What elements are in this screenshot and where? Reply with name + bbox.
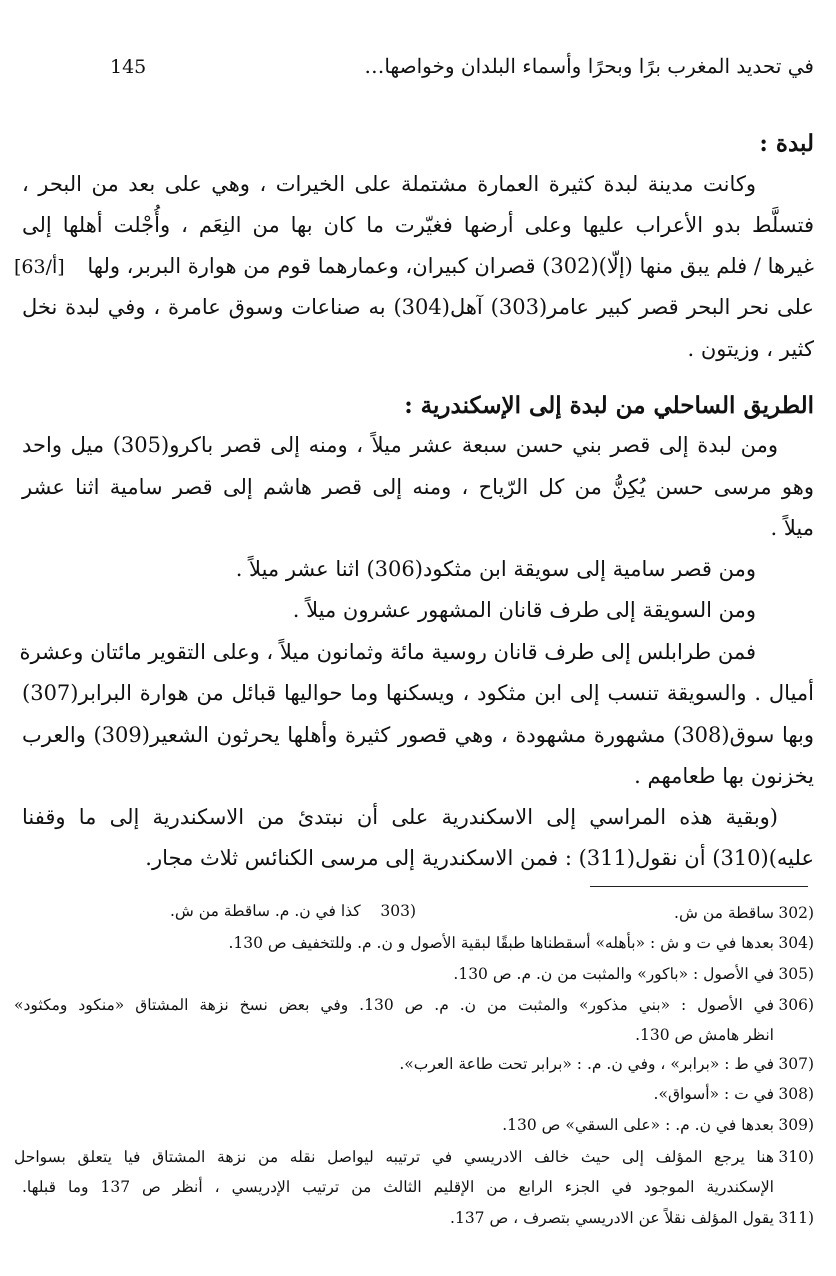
footnote-310-continuation: الإسكندرية الموجود في الجزء الرابع من الإقليم الثالث من ترتيب الإدريسي ، أنظر ص 137 وما قبلها. [22,1178,774,1196]
body-line-5: كثير ، وزيتون . [687,337,814,361]
page-header [110,54,814,94]
footnote-number: 303) [380,902,416,920]
footnote-number: 307) [778,1055,814,1073]
body-line-2: فتسلَّط بدو الأعراب عليها وعلى أرضها فغيّرت ما كان بها من النِعَم ، وأُجْلت أهلها إلى [22,213,814,237]
footnote-text: كذا في ن. م. ساقطة من ش. [170,902,361,920]
footnote-310 [14,1148,814,1170]
footnote-number: 302) [778,904,814,922]
footnote-text: بعدها في ت و ش : «بأهله» أسقطناها طبقًا لبقية الأصول و ن. م. وللتخفيف ص 130. [228,934,774,952]
footnote-number: 309) [778,1116,814,1134]
page-number: 145 [110,56,147,78]
body-line-1: وكانت مدينة لبدة كثيرة العمارة مشتملة على الخيرات ، وهي على بعد من البحر ، [22,172,756,196]
footnote-306 [14,996,814,1018]
footnote-text: هنا يرجع المؤلف إلى حيث خالف الادريسي في ترتيبه ليواصل نقله من نزهة المشتاق فيا يتعلق بسواحل [14,1148,774,1166]
body-line-6: ومن لبدة إلى قصر بني حسن سبعة عشر ميلاً ، ومنه إلى قصر باكرو(305) ميل واحد [22,433,778,457]
footnote-306-continuation: انظر هامش ص 130. [635,1026,774,1044]
footnote-text: ساقطة من ش. [674,904,774,922]
footnote-number: 310) [778,1148,814,1166]
running-head: في تحديد المغرب برًا وبحرًا وأسماء البلدان وخواصها… [364,54,814,78]
footnote-divider [590,886,808,887]
body-line-3: غيرها / فلم يبق منها (إلّا)(302) قصران كبيران، وعمارهما قوم من هوارة البربر، ولها [87,254,814,278]
body-line-12: أميال . والسويقة تنسب إلى ابن مثكود ، ويسكنها وما حواليها قبائل من هوارة البرابر(307) [22,681,814,705]
body-line-11: فمن طرابلس إلى طرف قانان روسية مائة وثمانون ميلاً ، وعلى التقوير مائتان وعشرة [19,640,756,664]
footnote-305 [100,965,814,987]
body-line-4: على نحر البحر قصر كبير عامر(303) آهل(304) به صناعات وسوق عامرة ، وفي لبدة نخل [22,295,815,319]
footnote-304 [100,934,814,956]
body-line-9: ومن قصر سامية إلى سويقة ابن مثكود(306) اثنا عشر ميلاً . [235,557,756,581]
footnote-number: 304) [778,934,814,952]
body-line-14: يخزنون بها طعامهم . [634,764,814,788]
footnote-text: في الأصول : «باكور» والمثبت من ن. م. ص 130. [453,965,774,983]
footnote-text: في ت : «أسواق». [653,1085,774,1103]
body-line-10: ومن السويقة إلى طرف قانان المشهور عشرون ميلاً . [292,598,756,622]
section-title-lebda: لبدة : [759,130,814,157]
footnote-text: في الأصول : «بني مذكور» والمثبت من ن. م. ص 130. وفي بعض نسخ نزهة المشتاق «منكود ومكثود» [14,996,775,1014]
footnote-number: 308) [778,1085,814,1103]
footnote-307 [100,1055,814,1077]
footnote-text: يقول المؤلف نقلاً عن الادريسي بتصرف ، ص 137. [450,1209,774,1227]
footnote-303 [170,902,416,920]
footnote-308 [100,1085,814,1107]
body-line-8: ميلاً . [770,516,814,540]
footnote-text: في ط : «برابر» ، وفي ن. م. : «برابر تحت طاعة العرب». [399,1055,774,1073]
footnote-number: 311) [778,1209,814,1227]
body-line-7: وهو مرسى حسن يُكِنُّ من كل الرّياح ، ومنه إلى قصر هاشم إلى قصر سامية اثنا عشر [22,475,814,499]
section-title-coastal-road: الطريق الساحلي من لبدة إلى الإسكندرية : [404,392,814,419]
body-line-13: وبها سوق(308) مشهورة مشهودة ، وهي قصور كثيرة وأهلها يحرثون الشعير(309) والعرب [22,723,815,747]
footnote-number: 306) [778,996,814,1014]
footnote-number: 305) [778,965,814,983]
footnote-311 [100,1209,814,1231]
body-line-15: (وبقية هذه المراسي إلى الاسكندرية على أن نبتدئ من الاسكندرية إلى ما وقفنا [22,805,778,829]
body-line-16: عليه)(310) أن نقول(311) : فمن الاسكندرية إلى مرسى الكنائس ثلاث مجار. [145,846,814,870]
footnote-309 [100,1116,814,1138]
footnote-text: بعدها في ن. م. : «على السقي» ص 130. [502,1116,774,1134]
manuscript-folio-marker: [63/أ] [14,256,65,278]
